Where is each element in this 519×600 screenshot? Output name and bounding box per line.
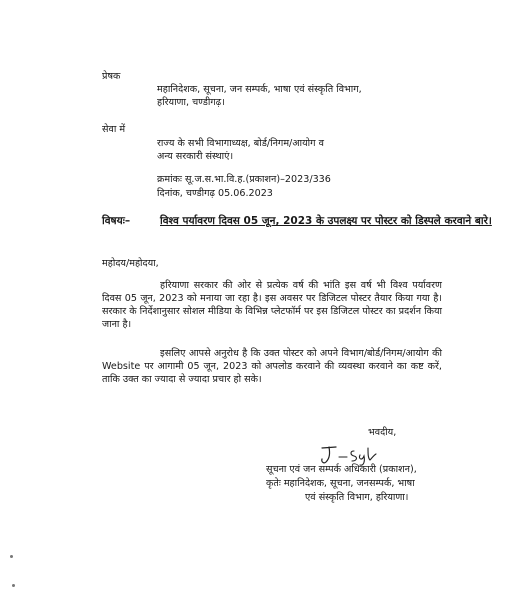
salutation: महोदय/महोदया, — [102, 258, 159, 269]
body-paragraph-1: हरियाणा सरकार की ओर से प्रत्येक वर्ष की भांति इस वर्ष भी विश्व पर्यावरण दिवस 05 जून, 2023 को मनाया जा रहा है। इस अवसर पर डिजिटल पोस्टर तैयार किया गया है। सरकार के निर्देशानुसार सोशल मीडिया के विभिन्न प्लेटफॉर्म पर इस डिजिटल पोस्टर का प्रदर्शन किया जाना है। — [102, 280, 442, 330]
designation-line-2: कृतेः महानिदेशक, सूचना, जनसम्पर्क, भाषा — [266, 478, 415, 489]
sender-label: प्रेषक — [102, 71, 121, 82]
recipient-label: सेवा में — [102, 124, 126, 135]
recipient-line-2: अन्य सरकारी संस्थाएं। — [157, 151, 234, 162]
reference-date: दिनांक, चण्डीगढ़ 05.06.2023 — [157, 188, 273, 199]
sender-line-1: महानिदेशक, सूचना, जन सम्पर्क, भाषा एवं संस्कृति विभाग, — [157, 84, 362, 95]
subject-text: विश्व पर्यावरण दिवस 05 जून, 2023 के उपलक्ष्य पर पोस्टर को डिस्पले करवाने बारे। — [160, 215, 492, 227]
scan-speck — [12, 584, 15, 587]
designation-line-3: एवं संस्कृति विभाग, हरियाणा। — [305, 492, 409, 503]
sender-line-2: हरियाणा, चण्डीगढ़। — [157, 97, 225, 108]
sign-off: भवदीय, — [368, 427, 397, 438]
designation-line-1: सूचना एवं जन सम्पर्क अधिकारी (प्रकाशन), — [266, 464, 417, 475]
recipient-line-1: राज्य के सभी विभागाध्यक्ष, बोर्ड/निगम/आयोग व — [157, 138, 324, 149]
subject-label: विषयः– — [102, 215, 131, 227]
reference-number: क्रमांकः सू.ज.स.भा.वि.ह.(प्रकाशन)–2023/336 — [157, 174, 331, 185]
body-paragraph-2: इसलिए आपसे अनुरोध है कि उक्त पोस्टर को अपने विभाग/बोर्ड/निगम/आयोग की Website पर आगामी 05 जून, 2023 को अपलोड करवाने की व्यवस्था करवाने का कष्ट करें, ताकि उक्त का ज्यादा से ज्यादा प्रचार हो सके। — [102, 348, 442, 385]
scan-speck — [10, 555, 13, 558]
